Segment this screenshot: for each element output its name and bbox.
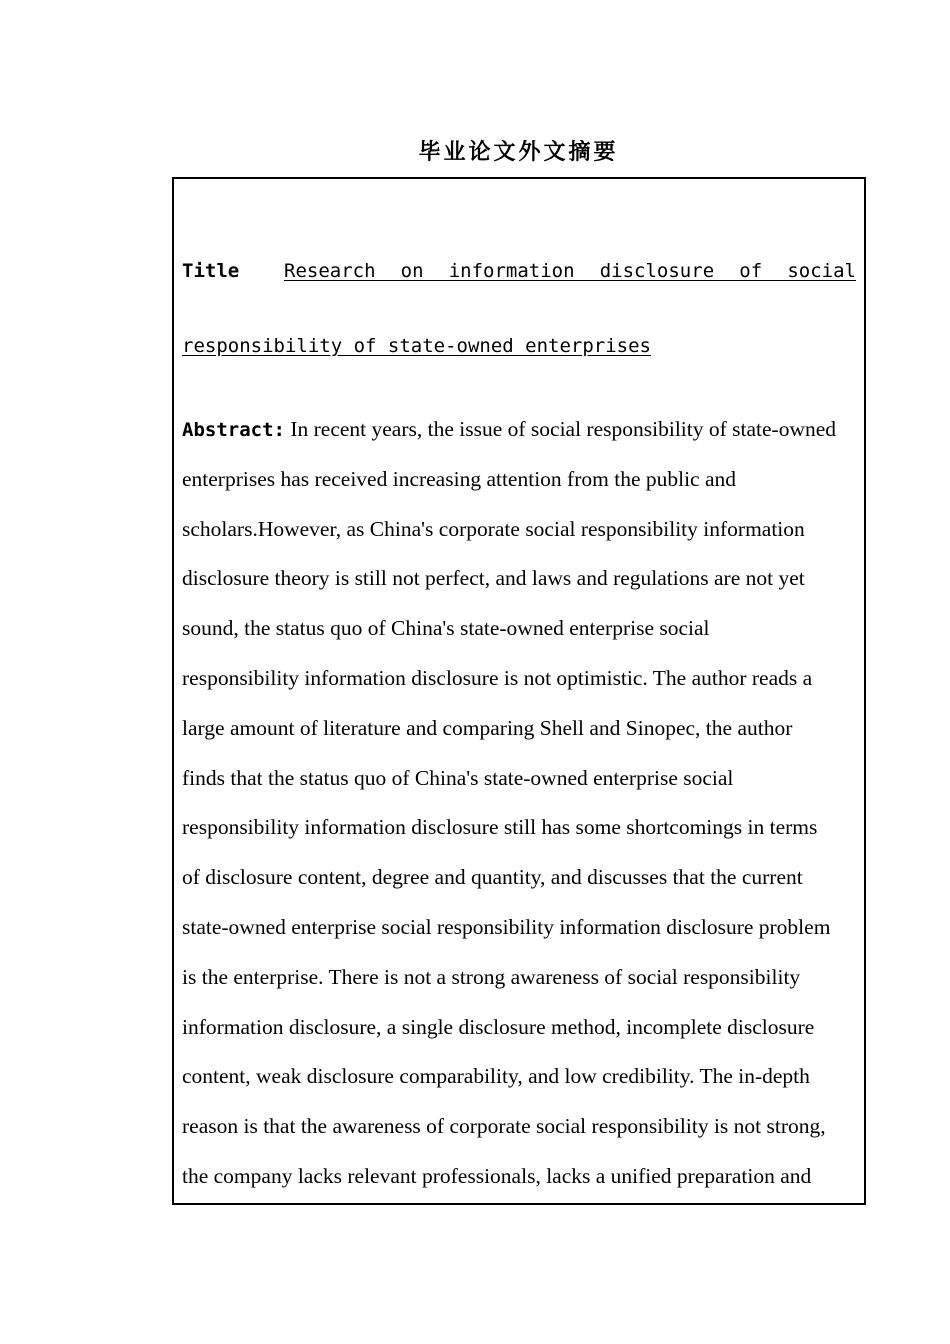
abstract-line: of disclosure content, degree and quantity, and discusses that the current — [182, 865, 803, 890]
abstract-line: responsibility information disclosure is not optimistic. The author reads a — [182, 665, 813, 690]
abstract-line: state-owned enterprise social responsibility information disclosure problem — [182, 914, 831, 939]
abstract-line: disclosure theory is still not perfect, and laws and regulations are not yet — [182, 566, 805, 591]
abstract-line — [182, 405, 858, 455]
abstract-line: sound, the status quo of China's state-owned enterprise social — [182, 616, 710, 641]
abstract-body — [182, 405, 858, 1202]
thesis-title-line-1: Research on information disclosure of social — [284, 260, 856, 282]
abstract-frame — [172, 177, 866, 1205]
title-label: Title — [182, 260, 240, 282]
abstract-line: large amount of literature and comparing Shell and Sinopec, the author — [182, 715, 793, 740]
title-row — [182, 257, 856, 285]
thesis-title-line-2: responsibility of state-owned enterprises — [182, 335, 651, 357]
abstract-line: content, weak disclosure comparability, and low credibility. The in-depth — [182, 1064, 810, 1089]
page-title: 毕业论文外文摘要 — [418, 139, 619, 165]
abstract-line: information disclosure, a single disclosure method, incomplete disclosure — [182, 1014, 815, 1039]
abstract-line: responsibility information disclosure still has some shortcomings in terms — [182, 815, 818, 840]
abstract-text: In recent years, the issue of social responsibility of state-owned — [284, 417, 837, 441]
abstract-line: the company lacks relevant professionals, lacks a unified preparation and — [182, 1163, 812, 1188]
abstract-label: Abstract: — [182, 419, 285, 441]
abstract-line: is the enterprise. There is not a strong awareness of social responsibility — [182, 964, 801, 989]
abstract-line: finds that the status quo of China's state-owned enterprise social — [182, 765, 734, 790]
abstract-line: scholars.However, as China's corporate social responsibility information — [182, 516, 805, 541]
abstract-line: enterprises has received increasing attention from the public and — [182, 466, 737, 491]
abstract-line: reason is that the awareness of corporate social responsibility is not strong, — [182, 1114, 826, 1139]
